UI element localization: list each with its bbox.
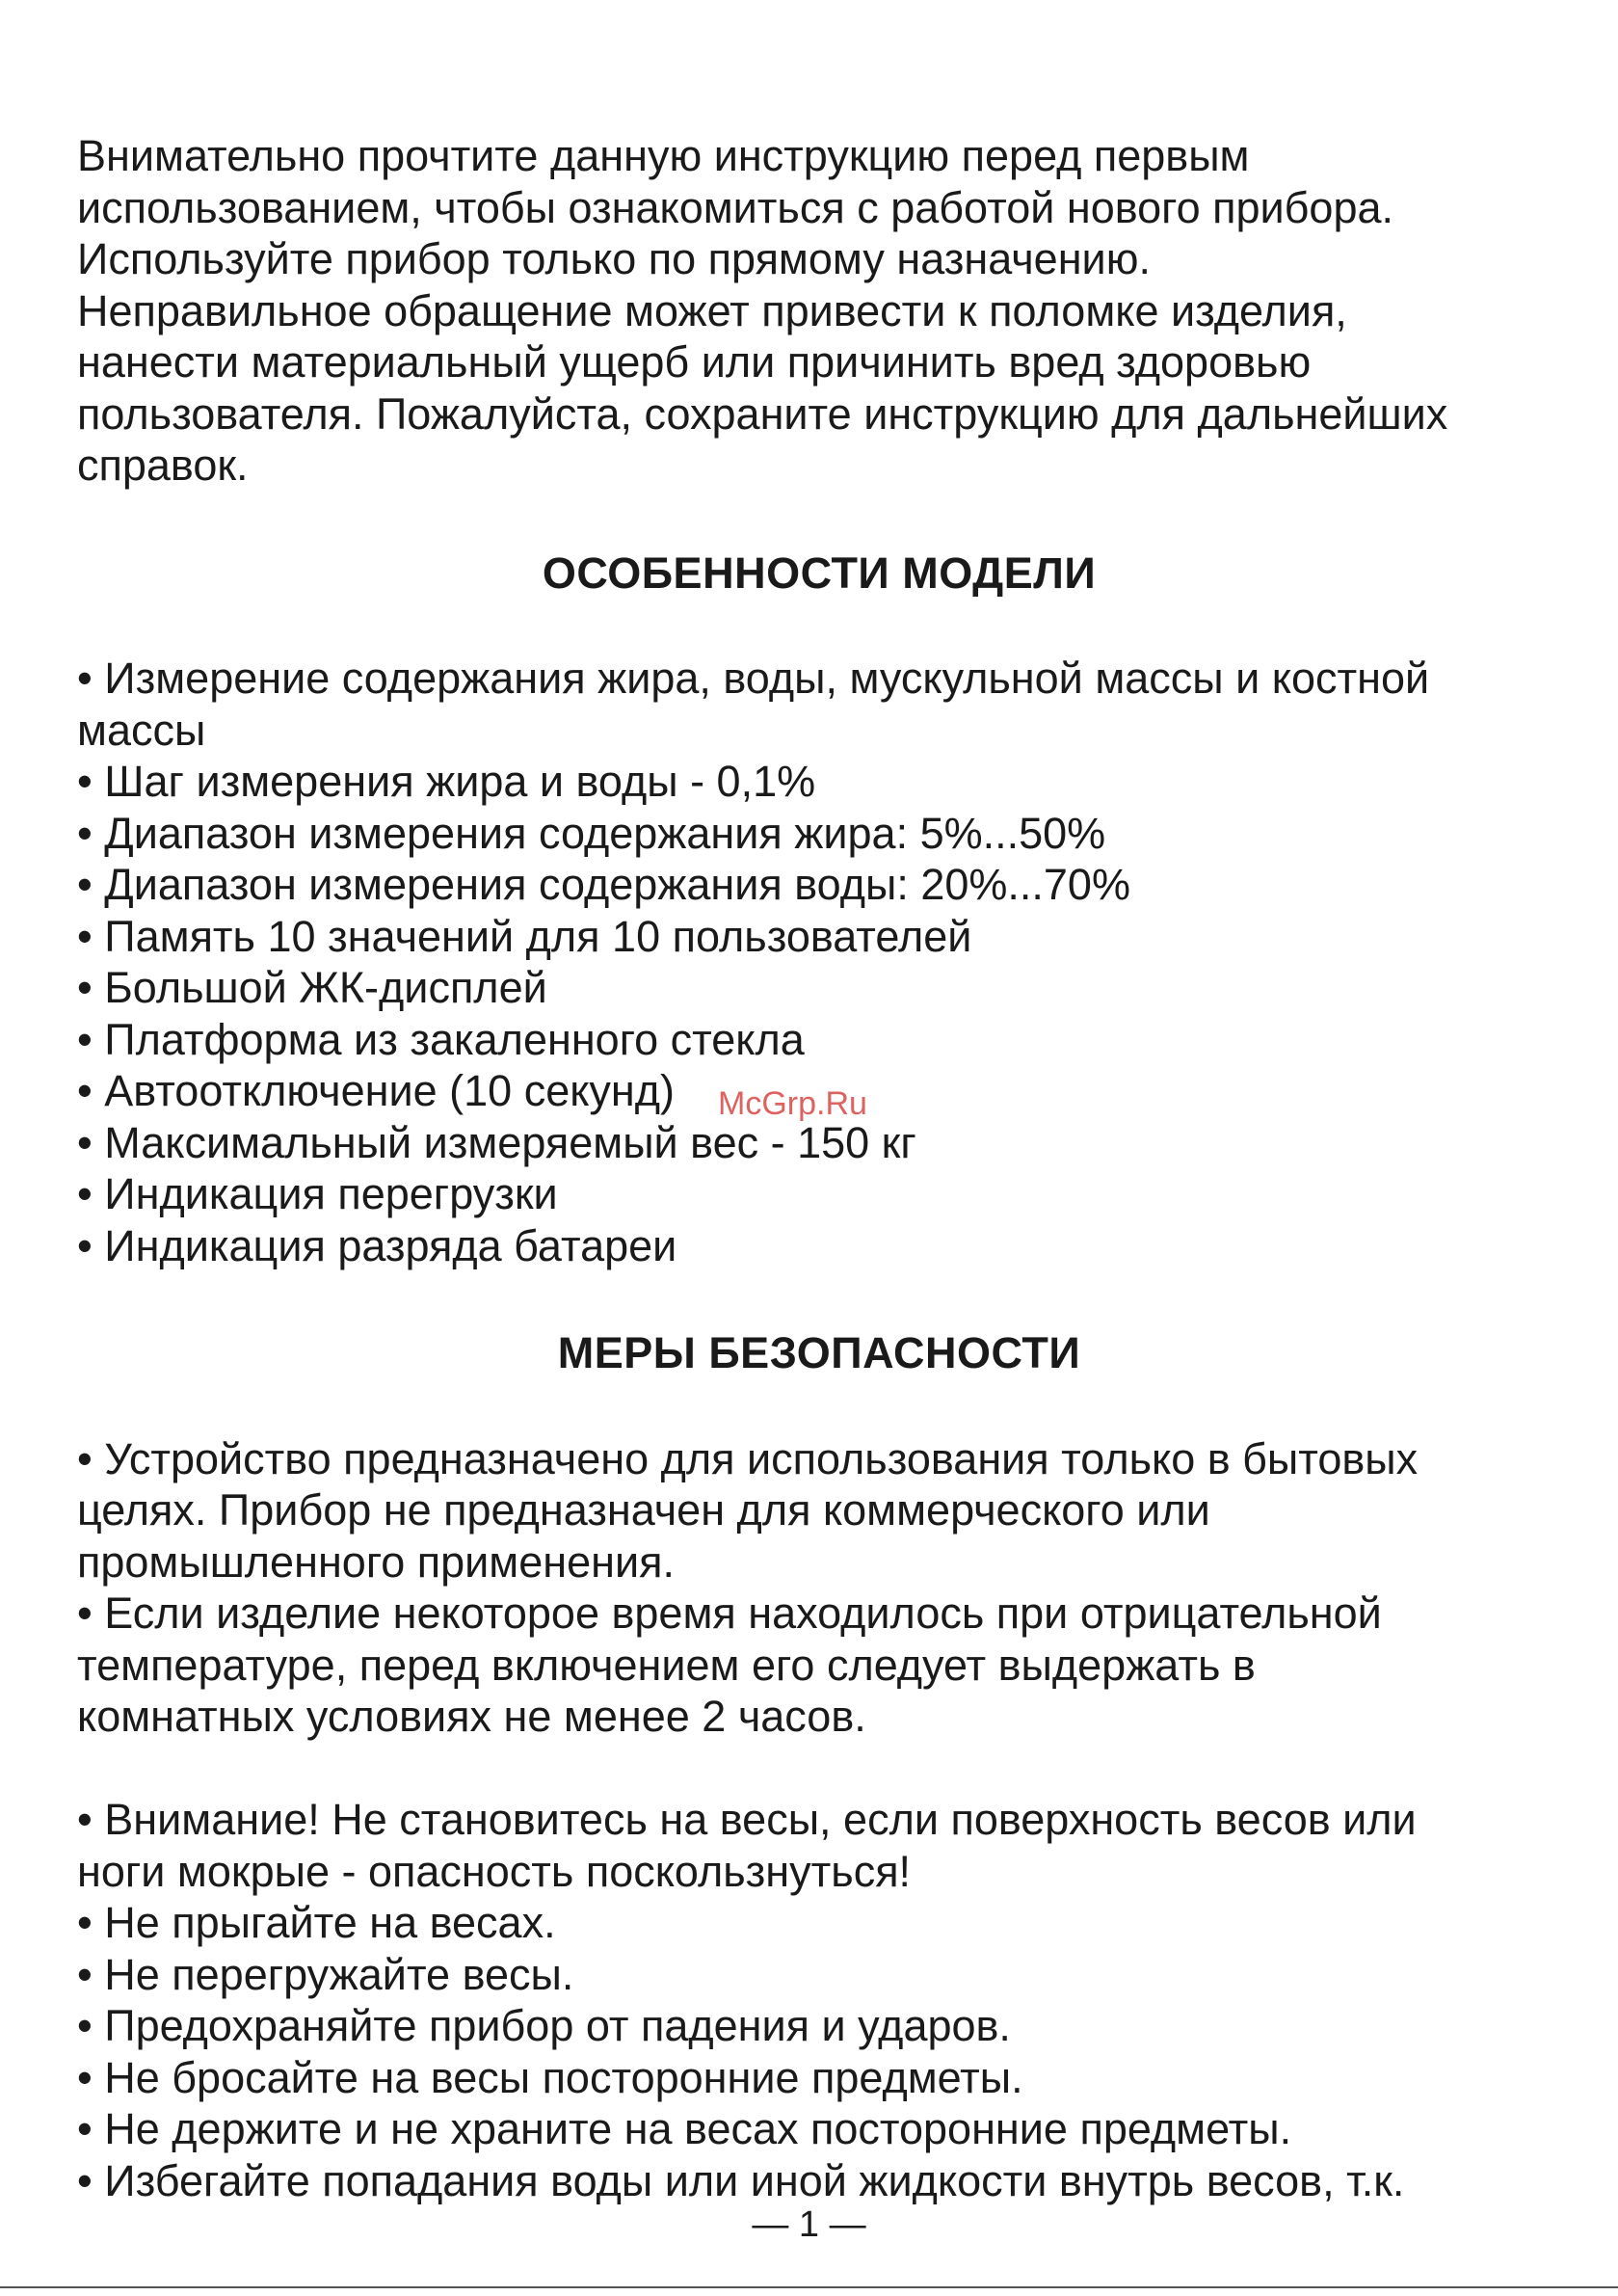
list-item: • Индикация перегрузки [77,1169,558,1218]
list-item: • Если изделие некоторое время находилось при отрицательной [77,1589,1382,1638]
list-item: • Автоотключение (10 секунд) [77,1066,676,1115]
text-line: использованием, чтобы ознакомиться с работой нового прибора. [77,182,1394,232]
list-item: • Платформа из закаленного стекла [77,1014,805,1064]
list-item: • Внимание! Не становитесь на весы, если поверхность весов или [77,1795,1417,1844]
list-item: • Не перегружайте весы. [77,1949,574,1999]
safety-heading: МЕРЫ БЕЗОПАСНОСТИ [557,1328,1081,1377]
list-item: • Не бросайте на весы посторонние предметы. [77,2052,1023,2102]
list-item: • Избегайте попадания воды или иной жидкости внутрь весов, т.к. [77,2155,1405,2205]
list-item: массы [77,705,206,755]
list-item: • Индикация разряда батареи [77,1220,677,1270]
list-item: • Предохраняйте прибор от падения и ударов. [77,2001,1011,2050]
features-list [77,653,1561,1271]
watermark: McGrp.Ru [718,1085,867,1122]
paragraph-gap [77,1743,1561,1795]
list-item: • Шаг измерения жира и воды - 0,1% [77,757,816,806]
list-item: • Максимальный измеряемый вес - 150 кг [77,1117,916,1167]
intro-paragraph [77,130,1561,492]
document-page [77,130,1561,2206]
text-line: Внимательно прочтите данную инструкцию перед первым [77,131,1250,180]
list-item: промышленного применения. [77,1536,676,1587]
list-item: • Память 10 значений для 10 пользователей [77,911,972,961]
text-line: Используйте прибор только по прямому назначению. [77,234,1151,283]
list-item: • Большой ЖК-дисплей [77,963,547,1012]
list-item: • Диапазон измерения содержания жира: 5%...50% [77,808,1106,858]
text-line: пользователя. Пожалуйста, сохраните инструкцию для дальнейших [77,388,1448,439]
safety-block-2 [77,1794,1561,2206]
page-number: — 1 — [752,2204,866,2245]
list-item: • Устройство предназначено для использования только в бытовых [77,1433,1419,1483]
list-item: температуре, перед включением его следует выдержать в [77,1640,1256,1690]
list-item: • Не прыгайте на весах. [77,1898,556,1947]
list-item: комнатных условиях не менее 2 часов. [77,1692,866,1741]
text-line: справок. [77,441,249,490]
text-line: нанести материальный ущерб или причинить вред здоровью [77,337,1312,387]
list-item: • Измерение содержания жира, воды, мускульной массы и костной [77,654,1430,703]
list-item: • Не держите и не храните на весах посторонние предметы. [77,2104,1292,2153]
safety-block-1 [77,1433,1561,1743]
list-item: ноги мокрые - опасность поскользнуться! [77,1846,912,1896]
features-heading: ОСОБЕННОСТИ МОДЕЛИ [542,547,1097,598]
bottom-rule [0,2286,1618,2288]
list-item: целях. Прибор не предназначен для коммерческого или [77,1485,1210,1535]
list-item: • Диапазон измерения содержания воды: 20%...70% [77,860,1130,909]
text-line: Неправильное обращение может привести к поломке изделия, [77,285,1347,335]
